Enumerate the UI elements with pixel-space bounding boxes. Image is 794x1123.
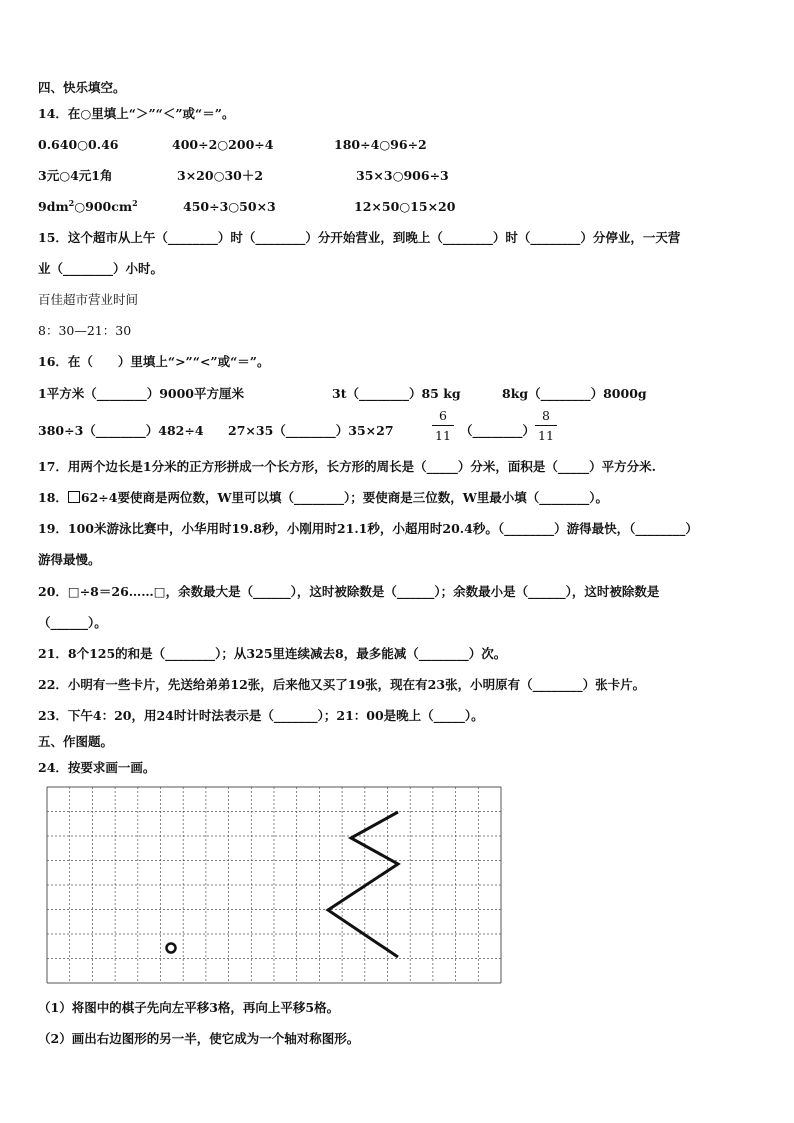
q16-item: 8kg（________）8000g	[502, 386, 647, 401]
q22-text: 22．小明有一些卡片，先送给弟弟12张，后来他又买了19张，现在有23张，小明原有（________）张卡片。	[38, 677, 646, 692]
q20-line1: 20．□÷8＝26……□，余数最大是（______），这时被除数是（______）；余数最小是（______），这时被除数是	[38, 584, 660, 599]
q19-line2: 游得最慢。	[38, 552, 101, 567]
q24-prompt: 24．按要求画一画。	[38, 760, 156, 775]
fraction-right	[535, 408, 557, 443]
q15-line1: 15．这个超市从上午（________）时（________）分开始营业，到晚上（________）时（________）分停业，一天营	[38, 230, 681, 245]
q18-text: 62÷4要使商是两位数，W里可以填（________）；要使商是三位数，W里最小填（________）。	[80, 490, 609, 505]
q16-item: 380÷3（________）482÷4	[38, 423, 204, 438]
q14-prompt: 14．在○里填上“＞”“＜”或“＝”。	[38, 106, 235, 121]
q23-text: 23．下午4：20，用24时计时法表示是（_______）；21：00是晚上（_____）。	[38, 708, 484, 723]
fraction-bar	[432, 425, 454, 426]
q20-line2: （______）。	[38, 615, 107, 630]
grid-lines	[47, 787, 501, 983]
q16-fraction-blank: （________）	[460, 423, 536, 438]
q14-item: 400÷2○200÷4	[172, 137, 274, 152]
q15-line2: 业（________）小时。	[38, 261, 164, 276]
q14-item-area	[38, 199, 138, 215]
q14-area-right: ○900cm	[74, 199, 133, 214]
q14-item: 35×3○906÷3	[356, 168, 449, 183]
q15-sign-hours: 8：30—21：30	[38, 323, 132, 338]
q21-text: 21．8个125的和是（________）；从325里连续减去8，最多能减（________）次。	[38, 646, 507, 661]
q16-item: 1平方米（________）9000平方厘米	[38, 386, 244, 401]
q18-number: 18．	[38, 490, 68, 505]
q18-line	[38, 490, 608, 506]
fraction-numerator: 6	[439, 408, 447, 423]
fraction-denominator: 11	[435, 428, 451, 443]
superscript-2: 2	[68, 198, 75, 208]
section-title-4: 四、快乐填空。	[38, 80, 126, 95]
q16-item: 27×35（________）35×27	[228, 423, 394, 438]
q14-item: 180÷4○96÷2	[334, 137, 427, 152]
fraction-bar	[535, 425, 557, 426]
q14-item: 12×50○15×20	[354, 199, 456, 214]
q17-text: 17．用两个边长是1分米的正方形拼成一个长方形，长方形的周长是（_____）分米，面积是（_____）平方分米.	[38, 459, 656, 474]
q24-sub1: （1）将图中的棋子先向左平移3格，再向上平移5格。	[38, 1000, 340, 1015]
q24-sub2: （2）画出右边图形的另一半，使它成为一个轴对称图形。	[38, 1031, 360, 1046]
q14-item: 0.640○0.46	[38, 137, 119, 152]
q14-area-left: 9dm	[38, 199, 69, 214]
q16-prompt: 16．在（ ）里填上“>”“<”或“＝”。	[38, 354, 270, 369]
q14-item: 3×20○30＋2	[177, 168, 264, 183]
fraction-numerator: 8	[542, 408, 550, 423]
q14-item: 450÷3○50×3	[183, 199, 276, 214]
square-box-icon	[68, 491, 80, 503]
chess-piece-icon	[167, 944, 176, 953]
fraction-left	[432, 408, 454, 443]
drawing-grid	[46, 786, 502, 984]
q19-line1: 19．100米游泳比赛中，小华用时19.8秒，小刚用时21.1秒，小超用时20.4秒。（________）游得最快，（________）	[38, 521, 698, 536]
q16-item: 3t（________）85 kg	[332, 386, 461, 401]
q14-item: 3元○4元1角	[38, 168, 113, 183]
fraction-denominator: 11	[538, 428, 554, 443]
q15-sign-title: 百佳超市营业时间	[38, 292, 139, 307]
superscript-2: 2	[132, 198, 138, 208]
section-title-5: 五、作图题。	[38, 734, 114, 749]
